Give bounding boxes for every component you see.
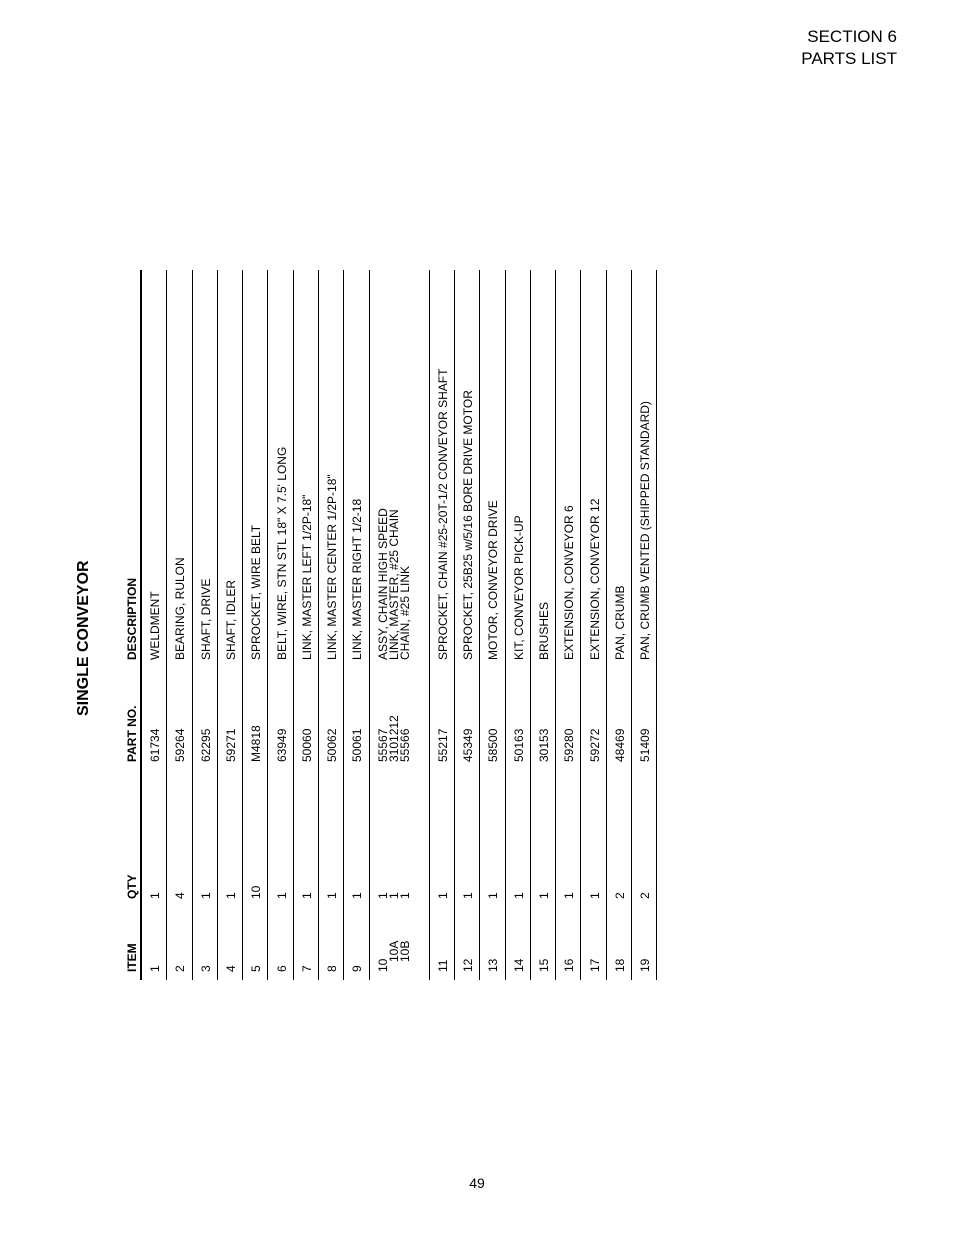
- table-row: [294, 270, 319, 980]
- item-cell: [150, 936, 161, 972]
- part-no-cell: [352, 692, 363, 762]
- qty-cell-line: 1: [198, 892, 213, 899]
- qty-cell: [511, 859, 526, 899]
- part-no-cell-line: M4818: [249, 725, 264, 762]
- qty-cell-line: 1: [325, 892, 340, 899]
- table-row: [193, 270, 218, 980]
- qty-cell-line: 1: [148, 892, 162, 899]
- item-cell-line: 10: [375, 958, 390, 972]
- description-cell-line: LINK, MASTER LEFT 1/2P-18": [299, 494, 314, 660]
- parts-list-label: PARTS LIST: [801, 49, 897, 68]
- qty-cell-line: 1: [511, 892, 526, 899]
- description-cell: [327, 270, 338, 660]
- description-cell-line: BELT, WIRE, STN STL 18" X 7.5' LONG: [274, 446, 289, 660]
- qty-cell: [375, 859, 412, 899]
- table-row: [556, 270, 581, 980]
- item-cell: [352, 936, 363, 972]
- part-no-cell: [375, 692, 412, 762]
- item-cell-line: 10A: [386, 940, 401, 962]
- item-cell-line: 7: [299, 965, 314, 972]
- row-rule: [656, 270, 657, 980]
- description-cell: [587, 270, 602, 660]
- qty-cell: [564, 859, 575, 899]
- item-cell: [251, 936, 262, 972]
- description-cell: [150, 270, 161, 660]
- description-cell-line: CHAIN, #25 LINK: [397, 565, 412, 660]
- column-header-qty: QTY: [125, 874, 139, 899]
- table-row: [480, 270, 505, 980]
- description-cell-line: PAN, CRUMB VENTED (SHIPPED STANDARD): [638, 401, 653, 660]
- qty-cell-line: 1: [486, 892, 501, 899]
- item-cell-line: 11: [435, 959, 450, 972]
- part-no-cell-line: 59264: [173, 728, 188, 762]
- table-row: [607, 270, 632, 980]
- table-row: [531, 270, 556, 980]
- item-cell-line: 9: [350, 965, 365, 972]
- qty-cell-line: 1: [536, 892, 551, 899]
- part-no-cell-line: 55566: [397, 728, 412, 762]
- part-no-cell: [564, 692, 575, 762]
- qty-cell: [612, 859, 627, 899]
- qty-cell: [327, 859, 338, 899]
- description-cell-line: LINK, MASTER CENTER 1/2P-18": [325, 474, 340, 660]
- part-no-cell: [274, 692, 289, 762]
- description-cell-line: BEARING, RULON: [173, 557, 188, 660]
- part-no-cell-line: 59271: [223, 728, 238, 762]
- description-cell-line: EXTENSION, CONVEYOR 6: [562, 505, 577, 660]
- description-cell-line: KIT, CONVEYOR PICK-UP: [511, 515, 526, 660]
- item-cell-line: 8: [325, 965, 340, 972]
- description-cell: [564, 270, 575, 660]
- item-cell-line: 14: [511, 958, 526, 972]
- description-cell-line: SPROCKET, 25B25 w/5/16 BORE DRIVE MOTOR: [461, 390, 475, 660]
- table-row: [632, 270, 657, 980]
- item-cell-line: 3: [198, 965, 213, 972]
- part-no-cell: [175, 692, 186, 762]
- description-cell: [612, 270, 627, 660]
- description-cell-line: SPROCKET, CHAIN #25-20T-1/2 CONVEYOR SHAFT: [435, 368, 450, 660]
- item-cell: [463, 936, 474, 972]
- qty-cell: [640, 859, 651, 899]
- qty-cell: [299, 859, 314, 899]
- description-cell: [511, 270, 526, 660]
- description-cell: [463, 270, 474, 660]
- part-no-cell-line: 61734: [148, 728, 162, 762]
- qty-cell-line: 1: [223, 892, 238, 899]
- description-cell-line: LINK, MASTER RIGHT 1/2-18: [350, 498, 365, 660]
- part-no-cell-line: 50061: [350, 728, 365, 762]
- table-row: [582, 270, 607, 980]
- table-row: [243, 270, 268, 980]
- qty-cell-line: 1: [386, 892, 401, 899]
- qty-cell: [587, 859, 602, 899]
- table-row: [370, 270, 430, 980]
- page-header: [801, 26, 897, 70]
- description-cell: [435, 270, 450, 660]
- part-no-cell: [612, 692, 627, 762]
- item-cell-line: 16: [562, 958, 577, 972]
- table-row: [506, 270, 531, 980]
- description-cell: [488, 270, 499, 660]
- qty-cell-line: 1: [461, 892, 475, 899]
- table-row: [218, 270, 243, 980]
- item-cell: [274, 936, 289, 972]
- part-no-cell-line: 59280: [562, 728, 577, 762]
- item-cell: [564, 936, 575, 972]
- description-cell: [640, 270, 651, 660]
- column-header-part-no: PART NO.: [125, 705, 139, 762]
- description-cell: [175, 270, 186, 660]
- part-no-cell: [299, 692, 314, 762]
- description-cell-line: WELDMENT: [148, 591, 162, 660]
- part-no-cell-line: 50163: [511, 728, 526, 762]
- description-cell-line: LINK, MASTER, #25 CHAIN: [386, 509, 401, 660]
- description-cell-line: SPROCKET, WIRE BELT: [249, 524, 264, 660]
- item-cell-line: 19: [638, 958, 653, 972]
- qty-cell-line: 1: [562, 892, 577, 899]
- qty-cell: [435, 859, 450, 899]
- item-cell-line: 10B: [397, 940, 412, 962]
- item-cell: [299, 936, 314, 972]
- part-no-cell-line: 30153: [536, 728, 551, 762]
- part-no-cell: [511, 692, 526, 762]
- part-no-cell-line: 59272: [587, 728, 602, 762]
- qty-cell-line: 10: [249, 885, 264, 899]
- item-cell: [488, 936, 499, 972]
- part-no-cell-line: 55567: [375, 728, 390, 762]
- table-row: [344, 270, 369, 980]
- description-cell: [198, 270, 213, 660]
- qty-cell: [536, 859, 551, 899]
- description-cell: [274, 270, 289, 660]
- part-no-cell-line: 3101212: [386, 715, 401, 762]
- part-no-cell-line: 48469: [612, 728, 627, 762]
- part-no-cell-line: 58500: [486, 728, 501, 762]
- item-cell: [223, 936, 238, 972]
- qty-cell: [150, 859, 161, 899]
- column-header-item: ITEM: [125, 943, 139, 972]
- qty-cell-line: 2: [612, 892, 627, 899]
- item-cell: [198, 936, 213, 972]
- description-cell-line: MOTOR, CONVEYOR DRIVE: [486, 500, 501, 660]
- part-no-cell-line: 62295: [198, 728, 213, 762]
- description-cell-line: SHAFT, DRIVE: [198, 578, 213, 660]
- qty-cell: [198, 859, 213, 899]
- qty-cell: [274, 859, 289, 899]
- qty-cell: [175, 859, 186, 899]
- description-cell: [375, 270, 412, 660]
- column-header-description: DESCRIPTION: [125, 577, 139, 660]
- part-no-cell: [223, 692, 238, 762]
- page-number: 49: [469, 1175, 485, 1191]
- item-cell-line: 17: [587, 958, 602, 972]
- qty-cell: [352, 859, 363, 899]
- description-cell: [299, 270, 314, 660]
- part-no-cell-line: 55217: [435, 728, 450, 762]
- description-cell: [352, 270, 363, 660]
- table-row: [319, 270, 344, 980]
- part-no-cell: [435, 692, 450, 762]
- parts-table-rotated: [72, 270, 662, 980]
- item-cell: [511, 936, 526, 972]
- item-cell: [327, 936, 338, 972]
- table-row: [269, 270, 294, 980]
- section-label: SECTION 6: [807, 27, 897, 46]
- qty-cell-line: 1: [350, 892, 365, 899]
- item-cell: [587, 936, 602, 972]
- part-no-cell-line: 45349: [461, 728, 475, 762]
- item-cell-line: 18: [612, 958, 627, 972]
- table-row: [430, 270, 455, 980]
- item-cell-line: 15: [536, 958, 551, 972]
- item-cell-line: 2: [173, 965, 188, 972]
- qty-cell-line: 1: [299, 892, 314, 899]
- table-row: [455, 270, 480, 980]
- part-no-cell-line: 50062: [325, 728, 340, 762]
- part-no-cell: [488, 692, 499, 762]
- item-cell: [175, 936, 186, 972]
- qty-cell: [251, 859, 262, 899]
- part-no-cell: [536, 692, 551, 762]
- table-row: [142, 270, 167, 980]
- qty-cell-line: 1: [435, 892, 450, 899]
- qty-cell: [488, 859, 499, 899]
- description-cell: [223, 270, 238, 660]
- qty-cell-line: 2: [638, 892, 653, 899]
- description-cell-line: SHAFT, IDLER: [223, 579, 238, 660]
- table-row: [167, 270, 192, 980]
- qty-cell-line: 1: [587, 892, 602, 899]
- part-no-cell-line: 50060: [299, 728, 314, 762]
- part-no-cell: [198, 692, 213, 762]
- part-no-cell-line: 51409: [638, 728, 653, 762]
- part-no-cell: [251, 692, 262, 762]
- table-title: SINGLE CONVEYOR: [75, 560, 92, 716]
- item-cell-line: 12: [461, 958, 475, 972]
- item-cell: [640, 936, 651, 972]
- qty-cell: [223, 859, 238, 899]
- qty-cell-line: 1: [375, 892, 390, 899]
- description-cell: [251, 270, 262, 660]
- part-no-cell: [463, 692, 474, 762]
- part-no-cell: [587, 692, 602, 762]
- item-cell: [435, 936, 450, 972]
- description-cell-line: PAN, CRUMB: [612, 585, 627, 660]
- description-cell-line: ASSY, CHAIN HIGH SPEED: [375, 508, 390, 660]
- part-no-cell: [327, 692, 338, 762]
- item-cell-line: 4: [223, 965, 238, 972]
- item-cell: [536, 936, 551, 972]
- qty-cell-line: 1: [397, 892, 412, 899]
- description-cell-line: BRUSHES: [536, 601, 551, 660]
- item-cell: [612, 936, 627, 972]
- qty-cell-line: 4: [173, 892, 188, 899]
- qty-cell-line: 1: [274, 892, 289, 899]
- item-cell-line: 6: [274, 965, 289, 972]
- part-no-cell-line: 63949: [274, 728, 289, 762]
- part-no-cell: [150, 692, 161, 762]
- qty-cell: [463, 859, 474, 899]
- description-cell-line: EXTENSION, CONVEYOR 12: [587, 498, 602, 660]
- item-cell-line: 1: [148, 965, 162, 972]
- description-cell: [536, 270, 551, 660]
- item-cell: [375, 936, 412, 972]
- part-no-cell: [640, 692, 651, 762]
- item-cell-line: 5: [249, 965, 264, 972]
- item-cell-line: 13: [486, 958, 501, 972]
